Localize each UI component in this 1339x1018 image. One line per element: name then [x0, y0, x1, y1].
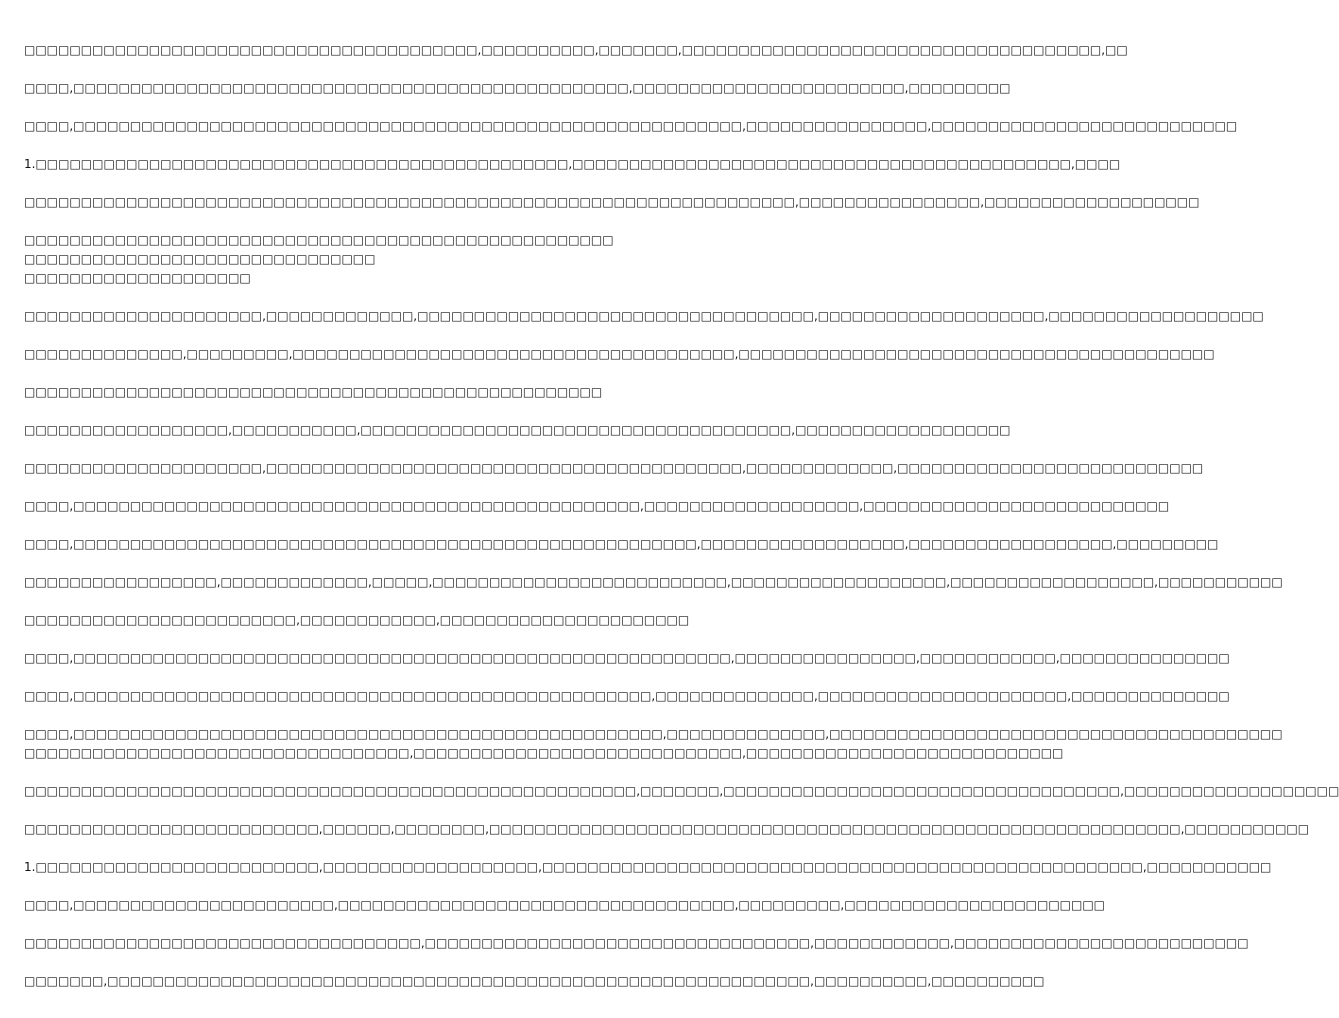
- paragraph-15: □□□□□□□□□□□□□□□□□□□□□□□□,□□□□□□□□□□□□,□□□□□□□□□□□□□□□□□□□□□□: [24, 613, 690, 627]
- paragraph-1: □□□□□□□□□□□□□□□□□□□□□□□□□□□□□□□□□□□□□□□□,□□□□□□□□□□,□□□□□□□,□□□□□□□□□□□□□□□□□□□□□□□□□□□□□□□□□□□□□,□□: [24, 43, 1128, 57]
- paragraph-4-numbered: 1.□□□□□□□□□□□□□□□□□□□□□□□□□□□□□□□□□□□□□□□□□□□□□□□,□□□□□□□□□□□□□□□□□□□□□□□□□□□□□□□□□□□□□□□□□□□□,□□□□: [24, 157, 1121, 171]
- paragraph-10: □□□□□□□□□□□□□□□□□□,□□□□□□□□□□□,□□□□□□□□□□□□□□□□□□□□□□□□□□□□□□□□□□□□□□,□□□□□□□□□□□□□□□□□□□: [24, 423, 1011, 437]
- paragraph-24: □□□□□□□,□□□□□□□□□□□□□□□□□□□□□□□□□□□□□□□□□□□□□□□□□□□□□□□□□□□□□□□□□□□□□□,□□□□□□□□□□,□□□□□□□□□□: [24, 974, 1045, 988]
- paragraph-7: □□□□□□□□□□□□□□□□□□□□□,□□□□□□□□□□□□□,□□□□□□□□□□□□□□□□□□□□□□□□□□□□□□□□□□□,□□□□□□□□□□□□□□□□□□□□,□□□□□□□□□□□□□□□□□□□: [24, 309, 1264, 323]
- paragraph-16: □□□□,□□□□□□□□□□□□□□□□□□□□□□□□□□□□□□□□□□□□□□□□□□□□□□□□□□□□□□□□□□,□□□□□□□□□□□□□□□□,□□□□□□□□□□□□,□□□□□□□□□□□□□□□: [24, 651, 1230, 665]
- paragraph-11: □□□□□□□□□□□□□□□□□□□□□,□□□□□□□□□□□□□□□□□□□□□□□□□□□□□□□□□□□□□□□□□□,□□□□□□□□□□□□□,□□□□□□□□□□□□□□□□□□□□□□□□□□□: [24, 461, 1204, 475]
- paragraph-5: □□□□□□□□□□□□□□□□□□□□□□□□□□□□□□□□□□□□□□□□□□□□□□□□□□□□□□□□□□□□□□□□□□□□,□□□□□□□□□□□□□□□□,□□□□□□□□□□□□□□□□□□□: [24, 195, 1200, 209]
- paragraph-19: □□□□□□□□□□□□□□□□□□□□□□□□□□□□□□□□□□□□□□□□□□□□□□□□□□□□□□,□□□□□□□,□□□□□□□□□□□□□□□□□□□□□□□□□□□□□□□□□□□,□□□□□□□□□□□□□□□□□□□: [24, 784, 1339, 798]
- paragraph-6: □□□□□□□□□□□□□□□□□□□□□□□□□□□□□□□□□□□□□□□□□□□□□□□□□□□□□□□□□□□□□□□□□□□□□□□□□□□□□□□□□□□ □□□□□□□□□□□□□□□□□□□□: [24, 233, 614, 285]
- paragraph-13: □□□□,□□□□□□□□□□□□□□□□□□□□□□□□□□□□□□□□□□□□□□□□□□□□□□□□□□□□□□□,□□□□□□□□□□□□□□□□□□,□□□□□□□□□□□□□□□□□□,□□□□□□□□□: [24, 537, 1219, 551]
- paragraph-23: □□□□□□□□□□□□□□□□□□□□□□□□□□□□□□□□□□□,□□□□□□□□□□□□□□□□□□□□□□□□□□□□□□□□□□,□□□□□□□□□□□□,□□□□□□□□□□□□□□□□□□□□□□□□□□: [24, 936, 1249, 950]
- paragraph-3: □□□□,□□□□□□□□□□□□□□□□□□□□□□□□□□□□□□□□□□□□□□□□□□□□□□□□□□□□□□□□□□□,□□□□□□□□□□□□□□□□,□□□□□□□□□□□□□□□□□□□□□□□□□□□: [24, 119, 1238, 133]
- paragraph-12: □□□□,□□□□□□□□□□□□□□□□□□□□□□□□□□□□□□□□□□□□□□□□□□□□□□□□□□,□□□□□□□□□□□□□□□□□□□,□□□□□□□□□□□□□□□□□□□□□□□□□□□: [24, 499, 1170, 513]
- paragraph-14: □□□□□□□□□□□□□□□□□,□□□□□□□□□□□□□,□□□□□,□□□□□□□□□□□□□□□□□□□□□□□□□□,□□□□□□□□□□□□□□□□□□□,□□□□□□□□□□□□□□□□□□,□□□□□□□□□□□: [24, 575, 1283, 589]
- paragraph-17: □□□□,□□□□□□□□□□□□□□□□□□□□□□□□□□□□□□□□□□□□□□□□□□□□□□□□□□□,□□□□□□□□□□□□□□,□□□□□□□□□□□□□□□□□□□□□□,□□□□□□□□□□□□□□: [24, 689, 1230, 703]
- paragraph-22: □□□□,□□□□□□□□□□□□□□□□□□□□□□□,□□□□□□□□□□□□□□□□□□□□□□□□□□□□□□□□□□□,□□□□□□□□□,□□□□□□□□□□□□□□□□□□□□□□□: [24, 898, 1106, 912]
- paragraph-9: □□□□□□□□□□□□□□□□□□□□□□□□□□□□□□□□□□□□□□□□□□□□□□□□□□□: [24, 385, 603, 399]
- paragraph-20: □□□□□□□□□□□□□□□□□□□□□□□□□□,□□□□□□,□□□□□□□□,□□□□□□□□□□□□□□□□□□□□□□□□□□□□□□□□□□□□□□□□□□□□□□□□□□□□□□□□□□□□□,□□□□□□□□□□□: [24, 822, 1310, 836]
- paragraph-18: □□□□,□□□□□□□□□□□□□□□□□□□□□□□□□□□□□□□□□□□□□□□□□□□□□□□□□□□□,□□□□□□□□□□□□□□,□□□□□□□□□□□□□□□□□□□□□□□□□□□□□□□□□□□□□□□□ □□□□□□□□□□□□□□□□□□□□□□□□□□□□□□□□□□,□□□□□□□□□□□□□□□□□□□□□□□□□□□□□,□□□□□□□□□□□□□□□□□□□□□□□□□□□□: [24, 727, 1283, 760]
- paragraph-2: □□□□,□□□□□□□□□□□□□□□□□□□□□□□□□□□□□□□□□□□□□□□□□□□□□□□□□,□□□□□□□□□□□□□□□□□□□□□□□□,□□□□□□□□□: [24, 81, 1011, 95]
- paragraph-21-numbered: 1.□□□□□□□□□□□□□□□□□□□□□□□□□,□□□□□□□□□□□□□□□□□□□,□□□□□□□□□□□□□□□□□□□□□□□□□□□□□□□□□□□□□□□□□□□□□□□□□□□□□,□□□□□□□□□□□: [24, 860, 1272, 874]
- paragraph-8: □□□□□□□□□□□□□□,□□□□□□□□□,□□□□□□□□□□□□□□□□□□□□□□□□□□□□□□□□□□□□□□□,□□□□□□□□□□□□□□□□□□□□□□□□□□□□□□□□□□□□□□□□□□: [24, 347, 1215, 361]
